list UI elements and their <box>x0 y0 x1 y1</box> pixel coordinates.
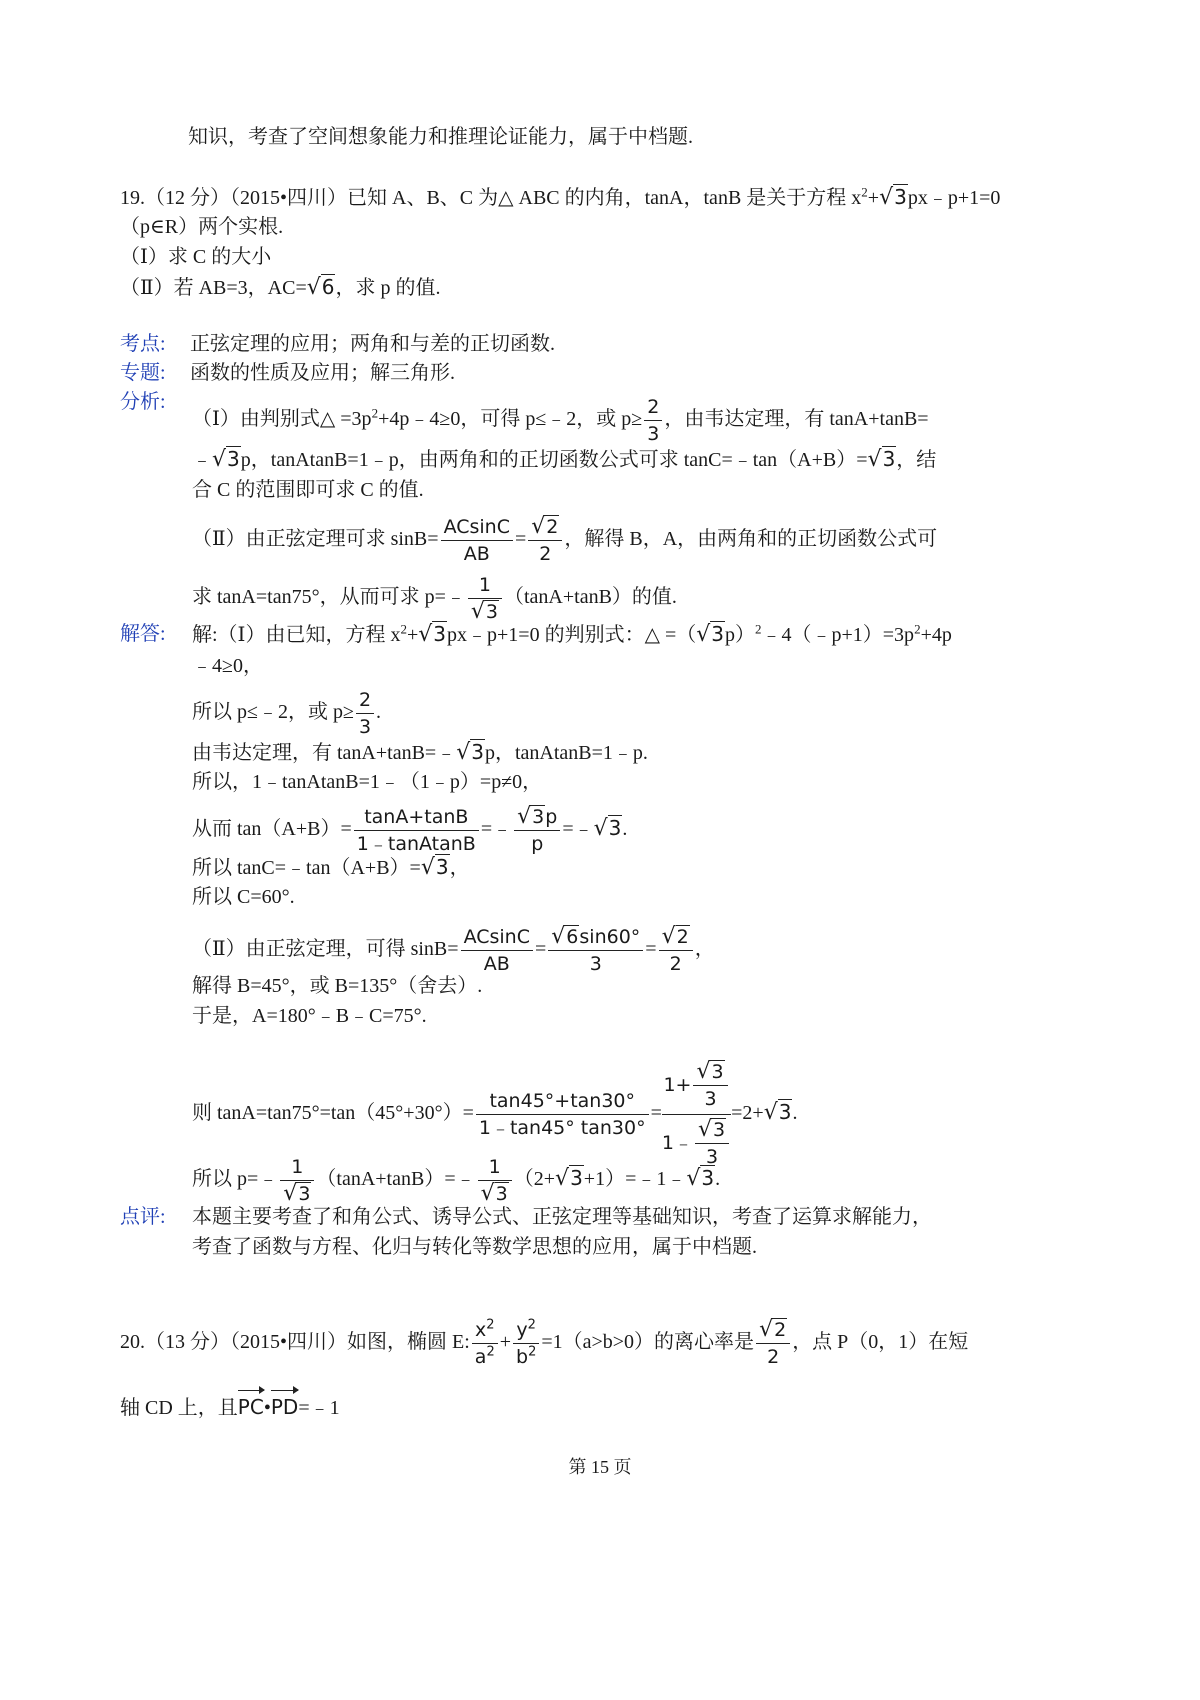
label-zhuanti: 专题: <box>120 362 166 384</box>
frac-1-sqrt3: $\frac{1}{√3}$ <box>468 573 502 624</box>
page-footer: 第 15 页 <box>568 1457 632 1477</box>
dianping-line2: 考查了函数与方程、化归与转化等数学思想的应用，属于中档题. <box>192 1236 757 1258</box>
jieda-line9: （Ⅱ）由正弦定理，可得 sinB= $\frac{ACsinC}{AB}$ = $\frac{√6\sin 60^\circ}{3}$ = $\frac{√2}{2}$ ， <box>192 924 715 975</box>
zhuanti-text: 函数的性质及应用；解三角形. <box>190 362 455 384</box>
frac-sqrt3p-p: $\frac{√3p}{p}$ <box>514 805 560 856</box>
fenxi-line5: 求 tanA=tan75°，从而可求 p=﹣ $\frac{1}{√3}$ （tanA+tanB）的值. <box>192 574 677 624</box>
q19-header: 19.（12 分）（2015•四川）已知 A、B、C 为△ ABC 的内角，tanA，tanB 是关于方程 $x^2+√3px﹣p+1=0$ <box>120 184 1001 210</box>
sqrt-3: √3 <box>879 185 907 210</box>
frac-acsinc-ab: $\frac{ACsinC}{AB}$ <box>441 515 513 566</box>
jieda-line11: 于是，A=180°﹣B﹣C=75°. <box>192 1005 427 1027</box>
jieda-line1: 解:（Ⅰ）由已知，方程 $x^2+√3px﹣p+1=0$ 的判别式：△ $=(√3p)^2﹣4(﹣p+1)=3p^2+4p$ <box>192 621 952 647</box>
jieda-line5: 所以，1﹣tanAtanB=1﹣（1﹣p）=p≠0， <box>192 771 543 793</box>
frac-2-3: $\frac{2}{3}$ <box>644 395 662 446</box>
jieda-line2: ﹣4≥0， <box>192 655 263 677</box>
frac-y2-b2: $\frac{y^2}{b^2}$ <box>513 1318 539 1369</box>
fenxi-line1: （Ⅰ）由判别式△ $=3p^2+4p﹣4\ge 0$，可得 p≤﹣2，或 p≥ $\frac{2}{3}$ ，由韦达定理，有 tanA+tanB= <box>192 396 929 445</box>
q19-part2: （Ⅱ）若 AB=3，AC=√6，求 p 的值. <box>120 275 441 300</box>
jieda-line7: 所以 tanC=﹣tan（A+B）=√3， <box>192 855 470 880</box>
intro-line: 知识，考查了空间想象能力和推理论证能力，属于中档题. <box>188 126 693 148</box>
jieda-line3: 所以 p≤﹣2，或 p≥ $\frac{2}{3}$ . <box>192 689 382 738</box>
frac-tan-sum: $\frac{\tan A+\tan B}{\text{1﹣tanAtanB}}$ <box>354 805 479 856</box>
jieda-line12: 则 tanA=tan75°=tan（45°+30°）= $\frac{\tan 45^\circ+\tan 30^\circ}{1﹣\tan 45^\circ \tan 30^\circ}$ = 1+ $\frac{√3}{3}$ 1﹣ $\frac{√3}{3}$ =2+√3. <box>192 1059 798 1168</box>
frac-tan45-tan30: $\frac{\tan 45^\circ+\tan 30^\circ}{1﹣\tan 45^\circ \tan 30^\circ}$ <box>476 1089 649 1140</box>
fenxi-line3: 合 C 的范围即可求 C 的值. <box>192 479 424 501</box>
kaodian-text: 正弦定理的应用；两角和与差的正切函数. <box>190 333 555 355</box>
frac-x2-a2: $\frac{x^2}{a^2}$ <box>472 1318 498 1369</box>
jieda-line8: 所以 C=60°. <box>192 886 295 908</box>
jieda-line4: 由韦达定理，有 tanA+tanB=﹣√3p，tanAtanB=1﹣p. <box>192 740 648 765</box>
label-jieda: 解答: <box>120 623 166 645</box>
q20-line2: 轴 CD 上，且PC•PD=﹣1 <box>120 1395 340 1419</box>
frac-sqrt2-2: $\frac{√2}{2}$ <box>528 515 562 566</box>
label-dianping: 点评: <box>120 1206 166 1228</box>
dianping-line1: 本题主要考查了和角公式、诱导公式、正弦定理等基础知识，考查了运算求解能力， <box>192 1206 932 1228</box>
label-kaodian: 考点: <box>120 333 166 355</box>
label-fenxi: 分析: <box>120 391 166 413</box>
nested-fraction: 1+ $\frac{√3}{3}$ 1﹣ $\frac{√3}{3}$ <box>662 1060 731 1169</box>
q19-line2: （p∈R）两个实根. <box>120 216 284 238</box>
q19-part1: （Ⅰ）求 C 的大小 <box>120 246 272 268</box>
q20-line1: 20.（13 分）（2015•四川）如图，椭圆 E: $\frac{x^2}{a^2}$ + $\frac{y^2}{b^2}$ =1（a>b>0）的离心率是 $\frac{√2}{2}$ ，点 P（0，1）在短 <box>120 1317 969 1368</box>
jieda-line6: 从而 tan（A+B）= $\frac{\tan A+\tan B}{\text{1﹣tanAtanB}}$ =﹣ $\frac{√3p}{p}$ =﹣√3. <box>192 804 628 855</box>
vector-pd: PD <box>270 1395 299 1419</box>
fenxi-line2: ﹣√3p，tanAtanB=1﹣p，由两角和的正切函数公式可求 tanC=﹣tan（A+B）=√3，结 <box>192 447 937 472</box>
jieda-line13: 所以 p=﹣ $\frac{1}{√3}$ （tanA+tanB）=﹣ $\frac{1}{√3}$ （2+√3+1）=﹣1﹣√3. <box>192 1156 721 1206</box>
jieda-line10: 解得 B=45°，或 B=135°（舍去）. <box>192 975 483 997</box>
vector-pc: PC <box>237 1395 264 1419</box>
fenxi-line4: （Ⅱ）由正弦定理可求 sinB= $\frac{ACsinC}{AB}$ = $\frac{√2}{2}$ ，解得 B，A，由两角和的正切函数公式可 <box>192 514 938 565</box>
frac-sqrt6sin60-3: $\frac{√6\sin 60^\circ}{3}$ <box>548 925 643 976</box>
sqrt-6: √6 <box>306 275 335 300</box>
